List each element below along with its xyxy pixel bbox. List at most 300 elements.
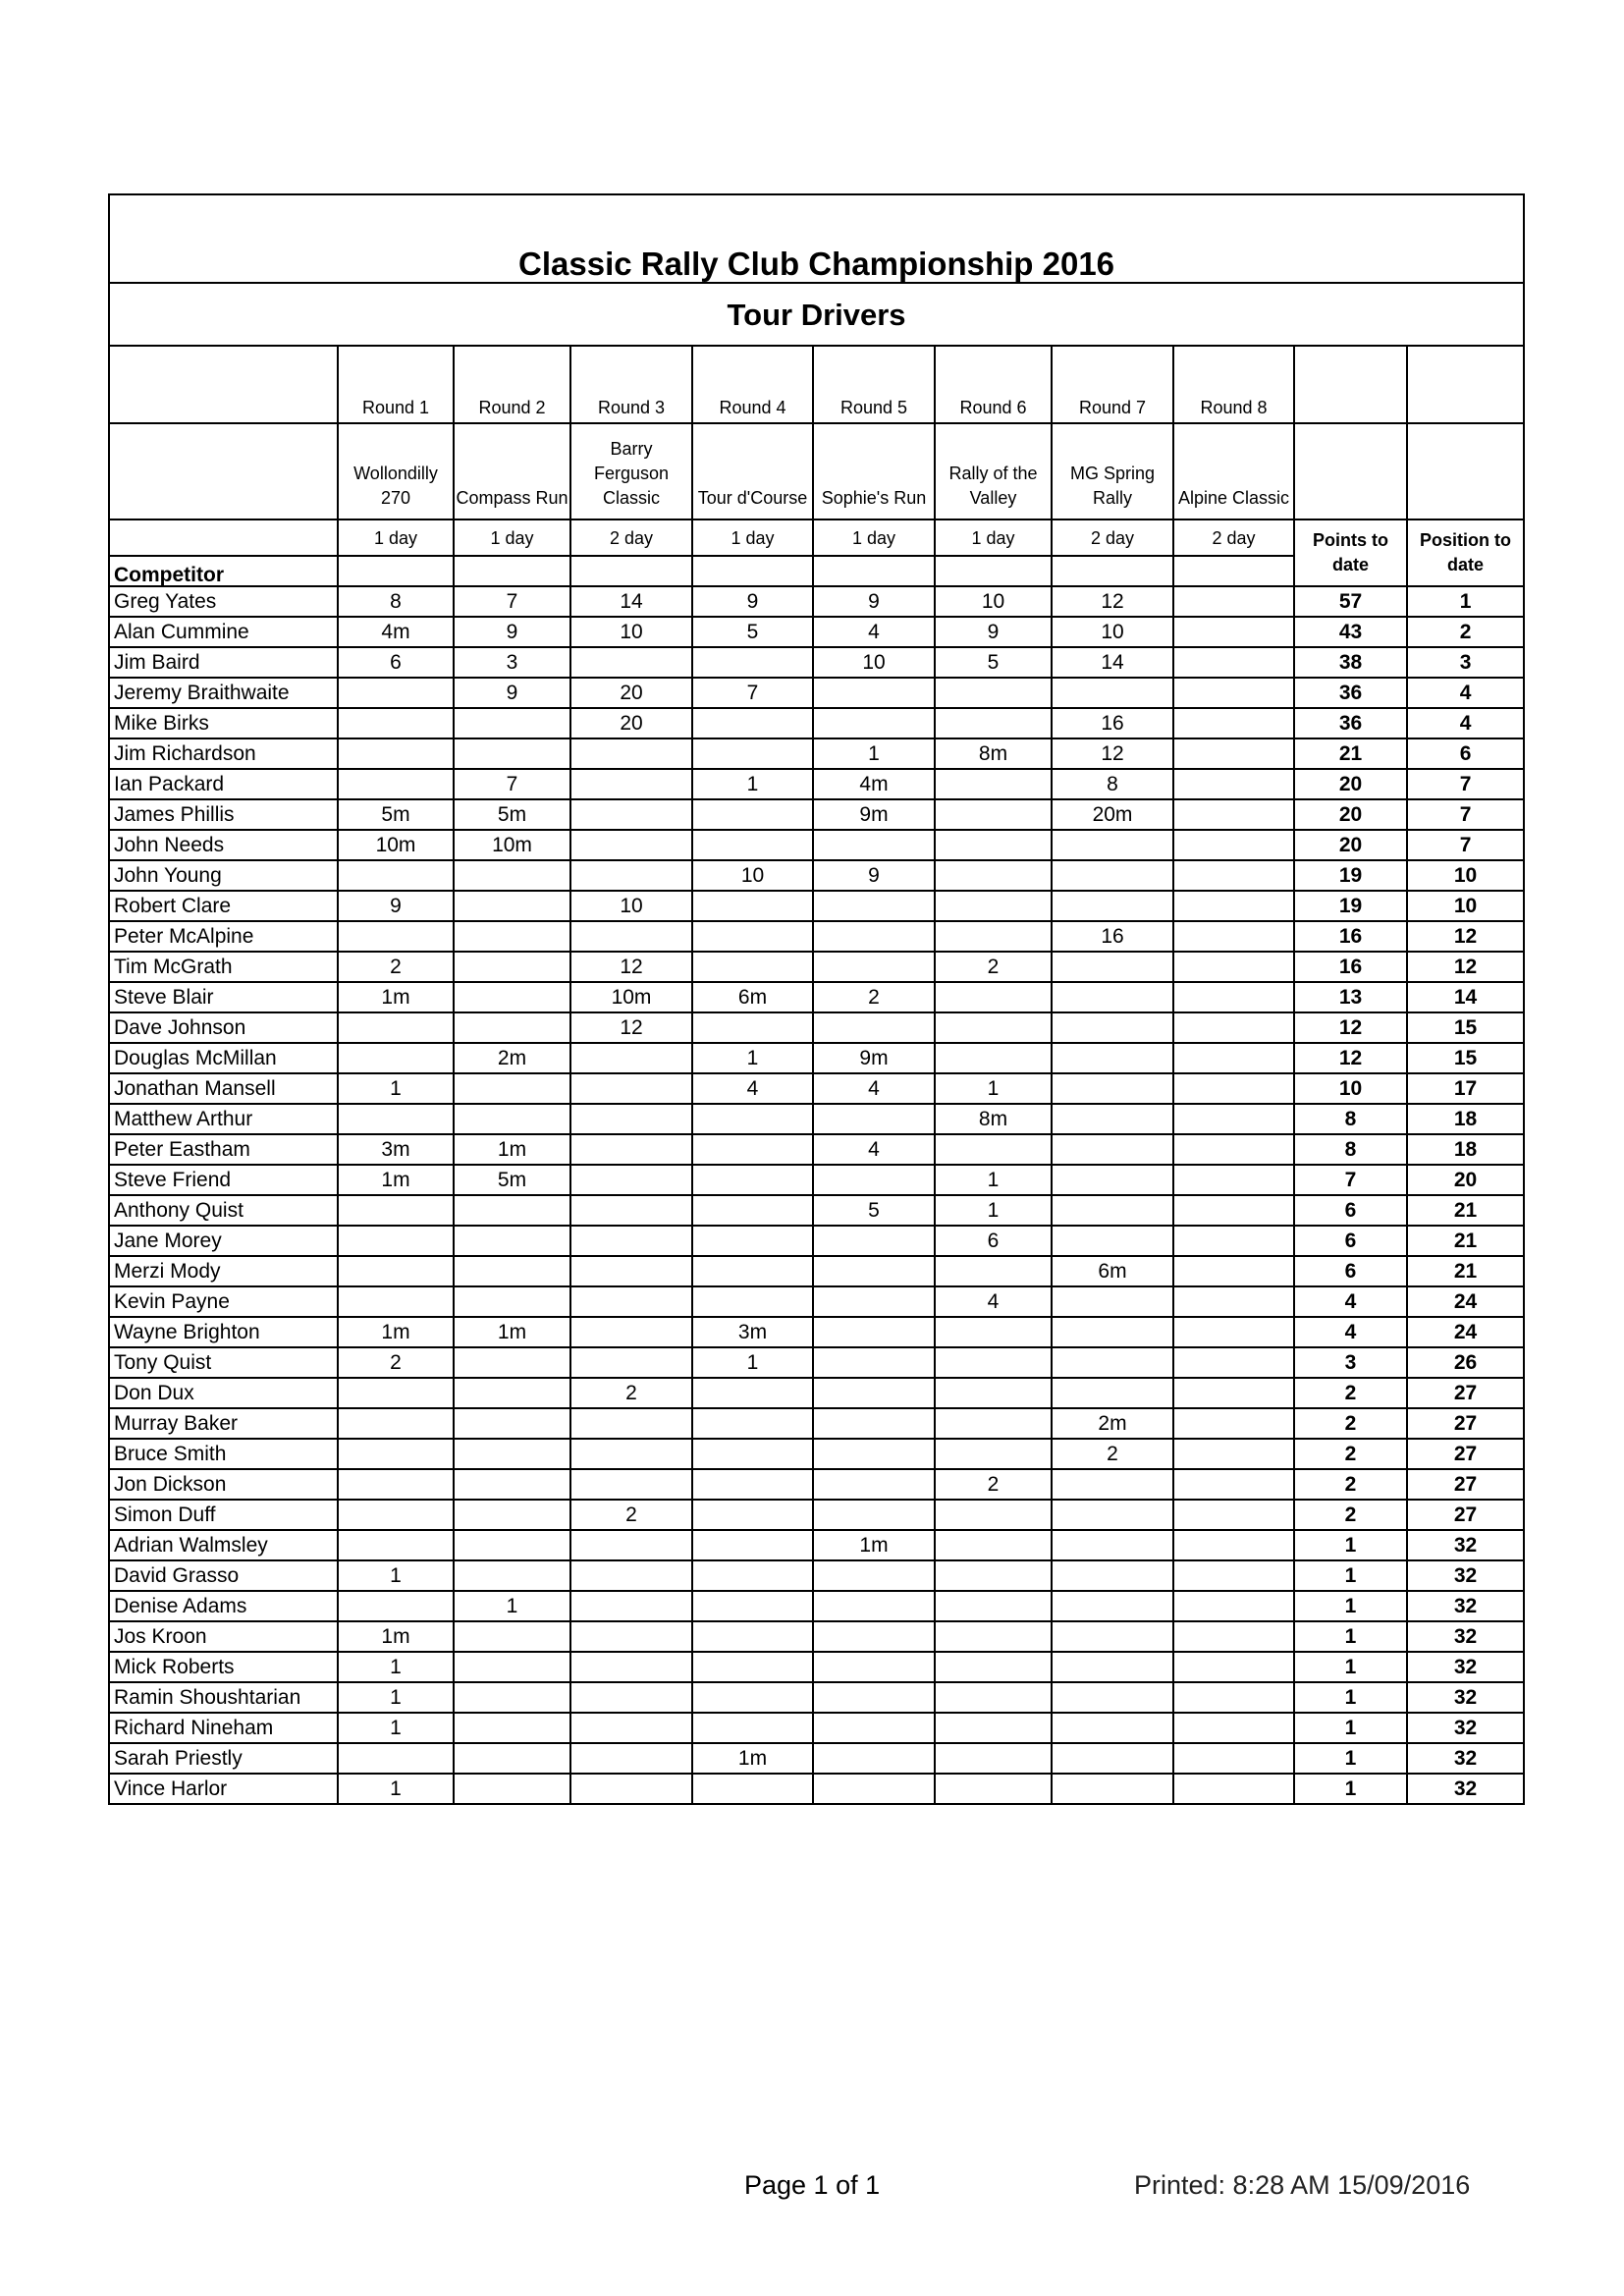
- score-cell: [454, 1439, 570, 1469]
- score-cell: [570, 1256, 692, 1286]
- score-cell: [935, 860, 1052, 891]
- score-cell: 10: [813, 647, 935, 678]
- table-row: [109, 1195, 1524, 1226]
- score-cell: [1052, 1226, 1173, 1256]
- score-cell: 1m: [338, 1621, 454, 1652]
- score-cell: 3m: [692, 1317, 813, 1347]
- round-label: Round 6: [935, 346, 1052, 423]
- blank-cell: [1294, 346, 1407, 423]
- competitor-name: James Phillis: [109, 799, 338, 830]
- score-cell: [813, 1347, 935, 1378]
- score-cell: 5: [692, 617, 813, 647]
- points-cell: 6: [1294, 1226, 1407, 1256]
- competitor-name: Jane Morey: [109, 1226, 338, 1256]
- score-cell: [1173, 1743, 1294, 1774]
- score-cell: [692, 1682, 813, 1713]
- score-cell: [338, 1286, 454, 1317]
- score-cell: [1173, 1774, 1294, 1804]
- score-cell: 16: [1052, 708, 1173, 738]
- score-cell: [454, 860, 570, 891]
- points-cell: 20: [1294, 799, 1407, 830]
- competitor-name: Jim Baird: [109, 647, 338, 678]
- score-cell: [813, 1621, 935, 1652]
- points-cell: 12: [1294, 1012, 1407, 1043]
- score-cell: [570, 921, 692, 952]
- blank-cell: [570, 556, 692, 586]
- competitor-name: Kevin Payne: [109, 1286, 338, 1317]
- score-cell: [1052, 1591, 1173, 1621]
- score-cell: [692, 647, 813, 678]
- score-cell: [1173, 1621, 1294, 1652]
- table-row: [109, 1560, 1524, 1591]
- competitor-name: Vince Harlor: [109, 1774, 338, 1804]
- points-cell: 6: [1294, 1195, 1407, 1226]
- score-cell: [1052, 1317, 1173, 1347]
- round-label: Round 7: [1052, 346, 1173, 423]
- position-cell: 12: [1407, 921, 1524, 952]
- score-cell: [692, 1439, 813, 1469]
- competitor-name: Sarah Priestly: [109, 1743, 338, 1774]
- table-row: [109, 647, 1524, 678]
- competitor-name: Jon Dickson: [109, 1469, 338, 1500]
- position-cell: 21: [1407, 1256, 1524, 1286]
- score-cell: 2: [570, 1500, 692, 1530]
- score-cell: [338, 1104, 454, 1134]
- score-cell: [1173, 1317, 1294, 1347]
- score-cell: [692, 738, 813, 769]
- position-cell: 17: [1407, 1073, 1524, 1104]
- score-cell: [570, 769, 692, 799]
- score-cell: [1173, 647, 1294, 678]
- score-cell: 2: [338, 952, 454, 982]
- round-label: Round 1: [338, 346, 454, 423]
- sheet-subtitle: Tour Drivers: [109, 283, 1524, 346]
- table-row: [109, 1408, 1524, 1439]
- score-cell: 10m: [570, 982, 692, 1012]
- points-cell: 36: [1294, 678, 1407, 708]
- score-cell: [935, 1743, 1052, 1774]
- position-cell: 15: [1407, 1043, 1524, 1073]
- score-cell: [813, 1743, 935, 1774]
- score-cell: 5: [935, 647, 1052, 678]
- score-cell: 8m: [935, 1104, 1052, 1134]
- competitor-name: Denise Adams: [109, 1591, 338, 1621]
- blank-cell: [1407, 346, 1524, 423]
- table-row: [109, 738, 1524, 769]
- score-cell: [454, 1500, 570, 1530]
- score-cell: [1052, 830, 1173, 860]
- score-cell: [813, 1774, 935, 1804]
- score-cell: [935, 1317, 1052, 1347]
- score-cell: [454, 738, 570, 769]
- sheet-title: Classic Rally Club Championship 2016: [109, 194, 1524, 283]
- score-cell: [454, 1743, 570, 1774]
- competitor-name: Ramin Shoushtarian: [109, 1682, 338, 1713]
- score-cell: [1173, 738, 1294, 769]
- position-cell: 7: [1407, 769, 1524, 799]
- score-cell: 12: [1052, 586, 1173, 617]
- score-cell: [1173, 708, 1294, 738]
- table-row: [109, 1713, 1524, 1743]
- position-cell: 1: [1407, 586, 1524, 617]
- score-cell: 14: [570, 586, 692, 617]
- score-cell: [813, 830, 935, 860]
- score-cell: [338, 1226, 454, 1256]
- score-cell: [935, 830, 1052, 860]
- score-cell: 1: [338, 1560, 454, 1591]
- points-cell: 19: [1294, 860, 1407, 891]
- competitor-name: Tony Quist: [109, 1347, 338, 1378]
- score-cell: [338, 678, 454, 708]
- score-cell: [338, 738, 454, 769]
- competitor-name: Jos Kroon: [109, 1621, 338, 1652]
- score-cell: 10: [570, 891, 692, 921]
- score-cell: [1052, 1469, 1173, 1500]
- table-row: [109, 1347, 1524, 1378]
- score-cell: [1173, 830, 1294, 860]
- position-header: Position to date: [1407, 519, 1524, 586]
- points-cell: 3: [1294, 1347, 1407, 1378]
- score-cell: 7: [454, 586, 570, 617]
- score-cell: [1173, 982, 1294, 1012]
- position-cell: 14: [1407, 982, 1524, 1012]
- score-cell: [1052, 1165, 1173, 1195]
- score-cell: 6: [338, 647, 454, 678]
- score-cell: 5m: [454, 1165, 570, 1195]
- event-name: Wollondilly 270: [338, 423, 454, 519]
- table-row: [109, 1591, 1524, 1621]
- table-row: [109, 1226, 1524, 1256]
- score-cell: [935, 1560, 1052, 1591]
- score-cell: 20: [570, 708, 692, 738]
- score-cell: [570, 1286, 692, 1317]
- score-cell: [935, 799, 1052, 830]
- score-cell: [1052, 1347, 1173, 1378]
- score-cell: 2: [1052, 1439, 1173, 1469]
- score-cell: 16: [1052, 921, 1173, 952]
- score-cell: [935, 1530, 1052, 1560]
- score-cell: [813, 1378, 935, 1408]
- score-cell: [813, 708, 935, 738]
- competitor-name: Dave Johnson: [109, 1012, 338, 1043]
- score-cell: 1: [338, 1774, 454, 1804]
- score-cell: [1173, 799, 1294, 830]
- blank-cell: [109, 346, 338, 423]
- score-cell: [338, 1469, 454, 1500]
- score-cell: [454, 1012, 570, 1043]
- competitor-name: Don Dux: [109, 1378, 338, 1408]
- score-cell: [454, 982, 570, 1012]
- score-cell: [1052, 1134, 1173, 1165]
- score-cell: [454, 1195, 570, 1226]
- score-cell: [1173, 1469, 1294, 1500]
- table-row: [109, 1043, 1524, 1073]
- score-cell: [338, 1195, 454, 1226]
- score-cell: 1m: [338, 982, 454, 1012]
- score-cell: [935, 891, 1052, 921]
- table-row: [109, 921, 1524, 952]
- score-cell: [454, 1713, 570, 1743]
- table-row: [109, 1378, 1524, 1408]
- position-cell: 32: [1407, 1743, 1524, 1774]
- score-cell: [338, 708, 454, 738]
- competitor-name: Tim McGrath: [109, 952, 338, 982]
- score-cell: [338, 860, 454, 891]
- score-cell: [570, 1408, 692, 1439]
- competitor-name: Steve Blair: [109, 982, 338, 1012]
- score-cell: [1173, 1195, 1294, 1226]
- score-cell: [338, 1012, 454, 1043]
- table-row: [109, 982, 1524, 1012]
- score-cell: [935, 1621, 1052, 1652]
- score-cell: [1173, 1226, 1294, 1256]
- position-cell: 15: [1407, 1012, 1524, 1043]
- score-cell: [1173, 678, 1294, 708]
- blank-cell: [109, 423, 338, 519]
- position-cell: 32: [1407, 1682, 1524, 1713]
- points-cell: 16: [1294, 952, 1407, 982]
- days-header-row: [109, 519, 1524, 556]
- table-row: [109, 1012, 1524, 1043]
- score-cell: 1: [935, 1165, 1052, 1195]
- event-days: 2 day: [570, 519, 692, 556]
- score-cell: 10: [570, 617, 692, 647]
- score-cell: [1173, 1256, 1294, 1286]
- points-cell: 1: [1294, 1713, 1407, 1743]
- score-cell: [935, 1134, 1052, 1165]
- score-cell: [338, 1439, 454, 1469]
- position-cell: 32: [1407, 1621, 1524, 1652]
- score-cell: 1m: [338, 1317, 454, 1347]
- score-cell: [454, 1408, 570, 1439]
- score-cell: [813, 1408, 935, 1439]
- score-cell: 1m: [338, 1165, 454, 1195]
- position-cell: 10: [1407, 891, 1524, 921]
- score-cell: 1: [935, 1073, 1052, 1104]
- score-cell: 1: [935, 1195, 1052, 1226]
- score-cell: 1m: [692, 1743, 813, 1774]
- table-row: [109, 952, 1524, 982]
- score-cell: [1052, 1621, 1173, 1652]
- score-cell: [692, 1774, 813, 1804]
- page-number: Page 1 of 1: [744, 2170, 881, 2200]
- score-cell: [1173, 1408, 1294, 1439]
- blank-cell: [1407, 423, 1524, 519]
- score-cell: 7: [692, 678, 813, 708]
- score-cell: 9: [454, 678, 570, 708]
- table-row: [109, 1621, 1524, 1652]
- score-cell: [1052, 1073, 1173, 1104]
- score-cell: [935, 1713, 1052, 1743]
- score-cell: [1173, 1560, 1294, 1591]
- standings-table: [108, 193, 1525, 1805]
- score-cell: 9m: [813, 1043, 935, 1073]
- score-cell: [570, 1134, 692, 1165]
- score-cell: [338, 769, 454, 799]
- score-cell: [570, 1682, 692, 1713]
- score-cell: [813, 1560, 935, 1591]
- score-cell: [935, 1774, 1052, 1804]
- position-cell: 4: [1407, 708, 1524, 738]
- position-cell: 24: [1407, 1317, 1524, 1347]
- score-cell: [1052, 1682, 1173, 1713]
- score-cell: [1173, 952, 1294, 982]
- score-cell: 9: [813, 586, 935, 617]
- score-cell: [1052, 1774, 1173, 1804]
- table-row: [109, 769, 1524, 799]
- position-cell: 2: [1407, 617, 1524, 647]
- score-cell: 1: [338, 1073, 454, 1104]
- score-cell: [1173, 1134, 1294, 1165]
- score-cell: 8: [338, 586, 454, 617]
- competitor-name: Anthony Quist: [109, 1195, 338, 1226]
- score-cell: [338, 1530, 454, 1560]
- score-cell: 4: [813, 617, 935, 647]
- points-cell: 2: [1294, 1439, 1407, 1469]
- score-cell: [1052, 1286, 1173, 1317]
- competitor-name: Jeremy Braithwaite: [109, 678, 338, 708]
- competitor-name: Greg Yates: [109, 586, 338, 617]
- score-cell: [338, 1378, 454, 1408]
- competitor-name: Peter Eastham: [109, 1134, 338, 1165]
- event-days: 1 day: [813, 519, 935, 556]
- score-cell: [570, 1652, 692, 1682]
- score-cell: [935, 1012, 1052, 1043]
- score-cell: [338, 1500, 454, 1530]
- score-cell: [692, 1530, 813, 1560]
- score-cell: 2m: [1052, 1408, 1173, 1439]
- score-cell: 20: [570, 678, 692, 708]
- table-row: [109, 1774, 1524, 1804]
- points-cell: 16: [1294, 921, 1407, 952]
- points-cell: 8: [1294, 1134, 1407, 1165]
- points-cell: 4: [1294, 1317, 1407, 1347]
- position-cell: 12: [1407, 952, 1524, 982]
- score-cell: [1173, 1500, 1294, 1530]
- table-row: [109, 678, 1524, 708]
- score-cell: [1173, 1012, 1294, 1043]
- score-cell: [692, 1195, 813, 1226]
- score-cell: [570, 1073, 692, 1104]
- round-label: Round 4: [692, 346, 813, 423]
- score-cell: 5: [813, 1195, 935, 1226]
- score-cell: [692, 1500, 813, 1530]
- score-cell: [338, 1743, 454, 1774]
- table-row: [109, 617, 1524, 647]
- score-cell: 10m: [454, 830, 570, 860]
- score-cell: [454, 1378, 570, 1408]
- score-cell: [692, 1621, 813, 1652]
- score-cell: [813, 1165, 935, 1195]
- score-cell: [935, 1591, 1052, 1621]
- position-cell: 32: [1407, 1560, 1524, 1591]
- event-name: MG Spring Rally: [1052, 423, 1173, 519]
- score-cell: 1: [338, 1652, 454, 1682]
- table-row: [109, 1286, 1524, 1317]
- score-cell: 1: [338, 1682, 454, 1713]
- blank-cell: [338, 556, 454, 586]
- score-cell: [935, 1347, 1052, 1378]
- score-cell: 2: [570, 1378, 692, 1408]
- score-cell: [570, 1104, 692, 1134]
- score-cell: [454, 1347, 570, 1378]
- score-cell: [1052, 1104, 1173, 1134]
- points-cell: 19: [1294, 891, 1407, 921]
- score-cell: [454, 1774, 570, 1804]
- points-cell: 1: [1294, 1591, 1407, 1621]
- score-cell: [570, 647, 692, 678]
- blank-cell: [692, 556, 813, 586]
- score-cell: [935, 1043, 1052, 1073]
- score-cell: [692, 952, 813, 982]
- points-cell: 20: [1294, 830, 1407, 860]
- points-cell: 6: [1294, 1256, 1407, 1286]
- score-cell: [692, 921, 813, 952]
- score-cell: 9: [813, 860, 935, 891]
- score-cell: [1173, 1165, 1294, 1195]
- score-cell: [692, 1286, 813, 1317]
- points-cell: 1: [1294, 1682, 1407, 1713]
- competitor-name: Adrian Walmsley: [109, 1530, 338, 1560]
- score-cell: [338, 1408, 454, 1439]
- score-cell: [813, 952, 935, 982]
- score-cell: [813, 1226, 935, 1256]
- score-cell: [935, 1378, 1052, 1408]
- position-cell: 7: [1407, 830, 1524, 860]
- points-cell: 1: [1294, 1743, 1407, 1774]
- score-cell: [813, 1500, 935, 1530]
- score-cell: 7: [454, 769, 570, 799]
- score-cell: [692, 891, 813, 921]
- blank-cell: [1173, 556, 1294, 586]
- table-row: [109, 586, 1524, 617]
- score-cell: [813, 1591, 935, 1621]
- event-name: Rally of the Valley: [935, 423, 1052, 519]
- score-cell: [570, 1743, 692, 1774]
- score-cell: [935, 1500, 1052, 1530]
- score-cell: 10: [692, 860, 813, 891]
- score-cell: [1052, 1560, 1173, 1591]
- score-cell: 12: [570, 952, 692, 982]
- score-cell: 4: [813, 1073, 935, 1104]
- points-cell: 2: [1294, 1469, 1407, 1500]
- competitor-name: Simon Duff: [109, 1500, 338, 1530]
- event-days: 1 day: [935, 519, 1052, 556]
- score-cell: [1173, 769, 1294, 799]
- table-row: [109, 1530, 1524, 1560]
- score-cell: [692, 1134, 813, 1165]
- competitor-name: Jim Richardson: [109, 738, 338, 769]
- score-cell: [1173, 921, 1294, 952]
- score-cell: 1: [813, 738, 935, 769]
- score-cell: [570, 860, 692, 891]
- score-cell: [1052, 1652, 1173, 1682]
- score-cell: [1173, 1682, 1294, 1713]
- score-cell: [1173, 1043, 1294, 1073]
- score-cell: [692, 1713, 813, 1743]
- position-cell: 27: [1407, 1378, 1524, 1408]
- score-cell: [570, 1226, 692, 1256]
- score-cell: [935, 921, 1052, 952]
- score-cell: [454, 1226, 570, 1256]
- score-cell: [1052, 678, 1173, 708]
- points-cell: 8: [1294, 1104, 1407, 1134]
- position-cell: 32: [1407, 1591, 1524, 1621]
- score-cell: [1173, 1652, 1294, 1682]
- score-cell: [1173, 617, 1294, 647]
- event-days: 2 day: [1173, 519, 1294, 556]
- score-cell: [813, 1286, 935, 1317]
